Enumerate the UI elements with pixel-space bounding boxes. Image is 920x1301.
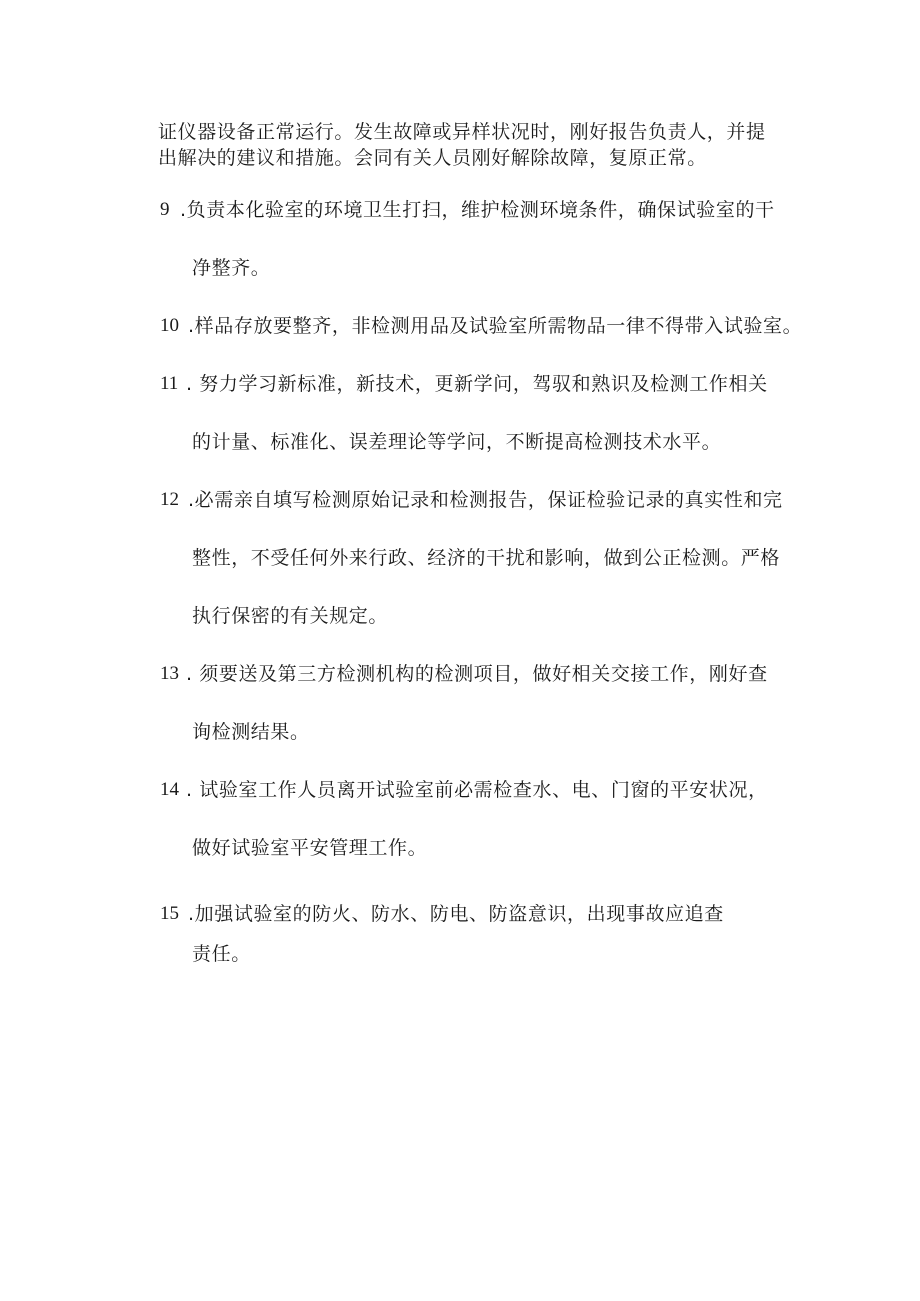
item-number-14: 14 xyxy=(160,779,179,800)
item-15-line-2: 责任。 xyxy=(192,943,251,965)
item-number-11: 11 xyxy=(160,373,179,394)
item-11-line-1: . 努力学习新标准，新技术，更新学问，驾驭和熟识及检测工作相关 xyxy=(186,373,768,395)
item-13-line-2: 询检测结果。 xyxy=(192,721,310,743)
item-14-line-1: . 试验室工作人员离开试验室前必需检查水、电、门窗的平安状况， xyxy=(186,779,768,801)
item-12-line-2: 整性，不受任何外来行政、经济的干扰和影响，做到公正检测。严格 xyxy=(192,547,781,569)
item-10-line-1: .样品存放要整齐，非检测用品及试验室所需物品一律不得带入试验室。 xyxy=(188,315,803,337)
item-9-line-1: .负责本化验室的环境卫生打扫，维护检测环境条件，确保试验室的干 xyxy=(180,199,775,221)
item-12-line-1: .必需亲自填写检测原始记录和检测报告，保证检验记录的真实性和完 xyxy=(188,489,783,511)
intro-line-2: 出解决的建议和措施。会同有关人员刚好解除故障，复原正常。 xyxy=(158,147,707,169)
item-number-10: 10 xyxy=(160,315,179,336)
item-number-15: 15 xyxy=(160,903,179,924)
item-number-9: 9 xyxy=(160,199,170,220)
item-11-line-2: 的计量、标准化、误差理论等学问，不断提高检测技术水平。 xyxy=(192,431,722,453)
item-15-line-1: .加强试验室的防火、防水、防电、防盗意识，出现事故应追查 xyxy=(188,903,724,925)
item-number-12: 12 xyxy=(160,489,179,510)
item-13-line-1: . 须要送及第三方检测机构的检测项目，做好相关交接工作，刚好查 xyxy=(186,663,768,685)
item-12-line-3: 执行保密的有关规定。 xyxy=(192,605,389,627)
item-number-13: 13 xyxy=(160,663,179,684)
intro-line-1: 证仪器设备正常运行。发生故障或异样状况时，刚好报告负责人，并提 xyxy=(158,121,766,143)
item-9-line-2: 净整齐。 xyxy=(192,257,271,279)
item-14-line-2: 做好试验室平安管理工作。 xyxy=(192,837,428,859)
